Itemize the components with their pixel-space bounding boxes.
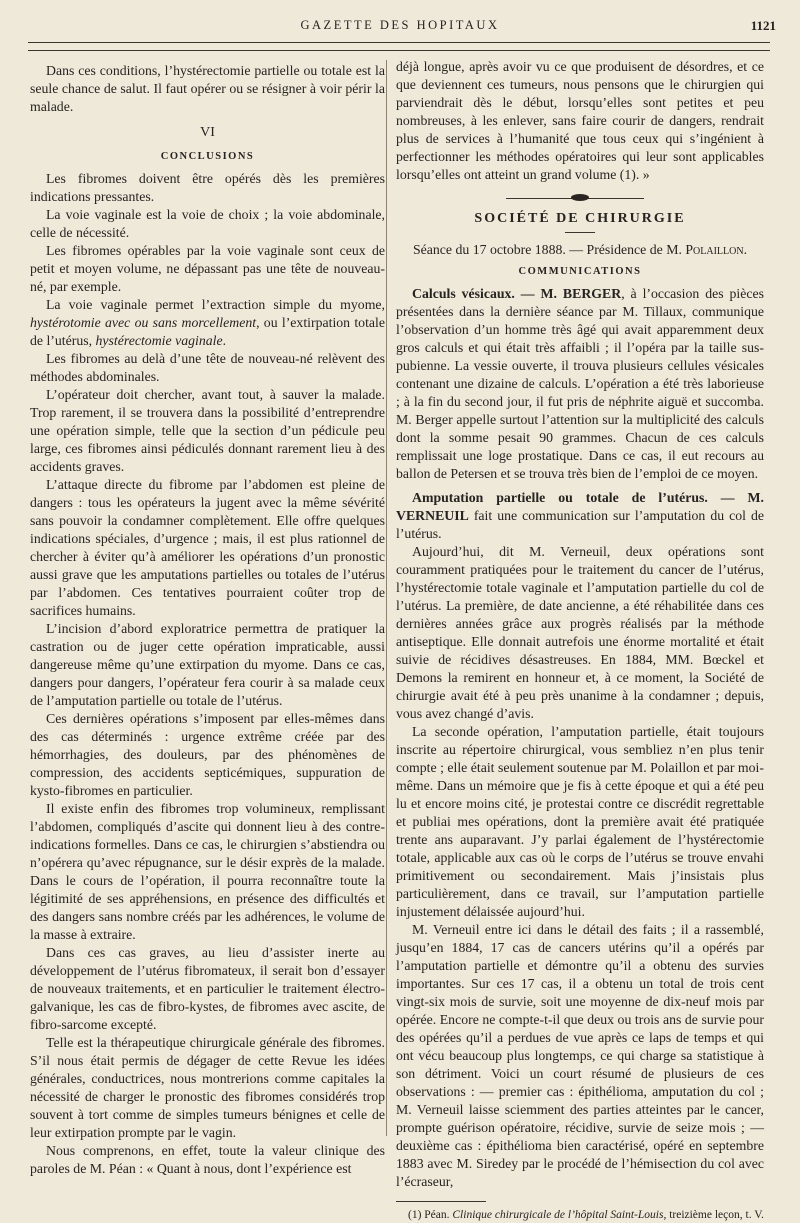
paragraph: Il existe enfin des fibromes trop volumineux, remplissant l’abdomen, compliqués d’ascite qui donnent lieu à des contre-indications formelles. Dans ce cas, le chirurgien s’abstiendra ou n’opérera qu’avec répugnance, sur le désir exprès de la malade. Dans le cours de l’opération, il pourra reconnaître toute la légitimité de ses appréhensions, en présence des difficultés et des dangers sans nombre créés par les adhérences, le volume de la masse à extraire. (30, 801, 385, 942)
text: fait une communication sur l’amputation du col de l’utérus. (396, 508, 764, 541)
item-title: Amputation partielle ou totale de l’utérus. — M. VERNEUIL (396, 490, 764, 523)
paragraph: Telle est la thérapeutique chirurgicale générale des fibromes. S’il nous était permis de dégager de cette Revue les idées générales, conductrices, nous montrerions comme capitales la nécessité de charger le pronostic des fibromes considérés trop souvent à tort comme de simples tumeurs bénignes et celle de leur extirpation prompte par le vagin. (30, 1035, 385, 1140)
italic-term: hystérectomie vaginale (95, 333, 223, 348)
item-title: Calculs vésicaux. — M. BERGER (412, 286, 622, 301)
page-header (20, 18, 780, 42)
president-name: Polaillon (685, 242, 744, 257)
paragraph: Ces dernières opérations s’imposent par elles-mêmes dans des cas déterminés : urgence extrême créée par des hémorrhagies, des douleurs, par des phénomènes de compression, des accidents septicémiques, suppuration de kysto-fibromes en particulier. (30, 711, 385, 798)
paragraph: Les fibromes doivent être opérés dès les premières indications pressantes. (30, 171, 385, 204)
left-column (30, 62, 385, 1178)
paragraph: déjà longue, après avoir vu ce que produisent de désordres, et ce que deviennent ces tumeurs, nous pensons que le chirurgien qui parviendrait dès le début, lorsqu’elles sont petites et peu nombreuses, à les enlever, sans faire courir de dangers, rendrait plus de services à l’humanité que tous ceux qui s’ingénient à perfectionner les méthodes opératoires qui leur sont applicables lorsqu’elles ont atteint un grand volume (1). » (396, 59, 764, 182)
paragraph: L’opérateur doit chercher, avant tout, à sauver la malade. Trop rarement, il se trouvera dans la possibilité d’entreprendre une opération simple, telle que la section d’un pédicule peu large, ces fibromes ainsi pédiculés donnant rarement lieu à des accidents graves. (30, 387, 385, 474)
text: . (222, 333, 227, 348)
text: , à l’occasion des pièces présentées dans la dernière séance par M. Tillaux, communique l’observation d’un homme très âgé qui avait apparemment deux gros calculs et qui était très affaibli ; il l’opéra par la taille sus-pubienne. La vessie ouverte, il trouva plusieurs cellules vésicales contenant une dizaine de calculs. L’opération a été très laborieuse ; à la fin du second jour, il fut pris de néphrite aiguë et succomba. M. Berger appelle surtout l’attention sur la multiplicité des calculs dont la somme pesait 90 grammes. Chacun de ces calculs remplissait une loge prostatique. Dans ce cas, il eut recours au ballon de Petersen et se trouva très bien de l’emploi de ce moyen. (396, 286, 765, 481)
text: , treizième leçon, t. V. (663, 1209, 764, 1221)
running-title: GAZETTE DES HOPITAUX (300, 18, 500, 32)
text: . (743, 242, 748, 257)
session-line (396, 241, 764, 259)
paragraph (396, 489, 764, 543)
paragraph: Les fibromes opérables par la voie vaginale sont ceux de petit et moyen volume, ne dépassant pas une tête de nouveau-né, par exemple. (30, 243, 385, 294)
footnote-separator (396, 1201, 486, 1202)
paragraph: Nous comprenons, en effet, toute la valeur clinique des paroles de M. Péan : « Quant à nous, dont l’expérience est (30, 1143, 385, 1176)
paragraph: M. Verneuil entre ici dans le détail des faits ; il a rassemblé, jusqu’en 1884, 17 cas de cancers utérins qu’il a opérés par l’amputation partielle et démontre qu’il a obtenu des survies importantes. Sur ces 17 cas, il a obtenu un total de trois cent vingt-six mois de survie, soit une moyenne de dix-neuf mois par opérée. Encore ne compte-t-il que deux ou trois ans de survie pour des opérées qu’il a perdues de vue après ce laps de temps et qui ont vécu beaucoup plus longtemps, ce qui charge sa statistique à son détriment. Voici un court résumé de plusieurs de ces observations : — premier cas : épithélioma, amputation du col ; M. Verneuil laisse sciemment des parties atteintes par le cancer, prompte guérison opératoire, récidive, survie de seize mois ; — deuxième cas : épithélioma bien caractérisé, opéré en septembre 1883 avec M. Siredey par le procédé de l’hémisection du col avec l’écraseur, (396, 922, 764, 1189)
footnote-title: Clinique chirurgicale de l’hôpital Saint-Louis (452, 1209, 664, 1221)
paragraph (396, 285, 764, 483)
paragraph: Aujourd’hui, dit M. Verneuil, deux opérations sont couramment pratiquées pour le traitement du cancer de l’utérus, l’hystérectomie totale vaginale et l’amputation partielle du col de l’utérus. La première, de date ancienne, a été réhabilitée dans ces dernières années grâce aux progrès réalisés par la méthode antiseptique. Elle donnait autrefois une énorme mortalité et était suivie de récidives désastreuses. En 1884, MM. Bœckel et Demons la remirent en honneur et, à ce moment, la Société de chirurgie avait été à peu près unanime à la condamner ; depuis, vous avez changé d’avis. (396, 544, 764, 721)
text: Séance du 17 octobre 1888. — Présidence de M. (412, 242, 686, 257)
paragraph: La voie vaginale est la voie de choix ; la voie abdominale, celle de nécessité. (30, 207, 385, 240)
paragraph: Dans ces conditions, l’hystérectomie partielle ou totale est la seule chance de salut. Il faut opérer ou se résigner à voir périr la malade. (30, 63, 385, 114)
ornament-dot (571, 194, 589, 201)
italic-term: hystérotomie avec ou sans morcellement (30, 315, 257, 330)
paragraph: L’attaque directe du fibrome par l’abdomen est pleine de dangers : tous les opérateurs la jugent avec la même sévérité sans pouvoir la condamner complètement. Elle offre quelques indications spéciales, d’urgence ; mais, il est plus rationnel de chercher à éviter qu’à améliorer les opérations d’un pronostic aussi grave que les amputations partielles ou totales de l’utérus par l’abdomen. Ces tentatives pourraient coûter trop de sacrifices humains. (30, 477, 385, 618)
footnote (396, 1208, 764, 1223)
section-title: CONCLUSIONS (160, 151, 255, 162)
text: , ou l’extirpation totale de l’utérus, (30, 315, 385, 348)
ornament-divider (396, 192, 764, 204)
column-separator (386, 60, 387, 1136)
paragraph: Les fibromes au delà d’une tête de nouveau-né relèvent des méthodes abdominales. (30, 351, 385, 384)
right-column (396, 58, 764, 1223)
society-heading: SOCIÉTÉ DE CHIRURGIE (474, 211, 686, 226)
page-number: 1121 (750, 18, 776, 33)
communications-heading: COMMUNICATIONS (518, 266, 642, 277)
paragraph (30, 296, 385, 350)
header-rule-bottom (28, 50, 770, 51)
text: La voie vaginale permet l’extraction simple du myome, (46, 297, 385, 312)
text: (1) Péan. (408, 1209, 453, 1221)
paragraph: La seconde opération, l’amputation partielle, était toujours inscrite au répertoire chirurgical, vous sembliez n’en plus tenir compte ; elle était seulement soutenue par M. Polaillon et par moi-même. Dans un mémoire que je fis à cette époque et qui a été peu lu et encore moins cité, je protestai contre ce discrédit regrettable et publiai mes opérations, dont la première avait été pratiquée trente ans auparavant. J’y parlai également de l’hystérectomie totale, applicable aux cas où le corps de l’utérus se trouve envahi primitivement ou secondairement. Mais j’insistais plus particulièrement, dans ce travail, sur l’amputation partielle injustement délaissée aujourd’hui. (396, 724, 764, 919)
header-rule-top (28, 42, 770, 43)
section-number: VI (200, 125, 215, 140)
short-rule (565, 232, 595, 233)
paragraph: L’incision d’abord exploratrice permettra de pratiquer la castration ou de juger cette opération impraticable, aussi dangereuse même qu’une extirpation du myome. Dans ce cas, dangers pour dangers, l’opérateur fera courir à sa malade ceux de l’amputation partielle ou totale de l’utérus. (30, 621, 385, 708)
paragraph: Dans ces cas graves, au lieu d’assister inerte au développement de l’utérus fibromateux, il serait bon d’essayer de nouveaux traitements, et en particulier le traitement électro-galvanique, les cas de fibro-kystes, de fibromes avec ascite, de fibro-sarcome excepté. (30, 945, 385, 1032)
